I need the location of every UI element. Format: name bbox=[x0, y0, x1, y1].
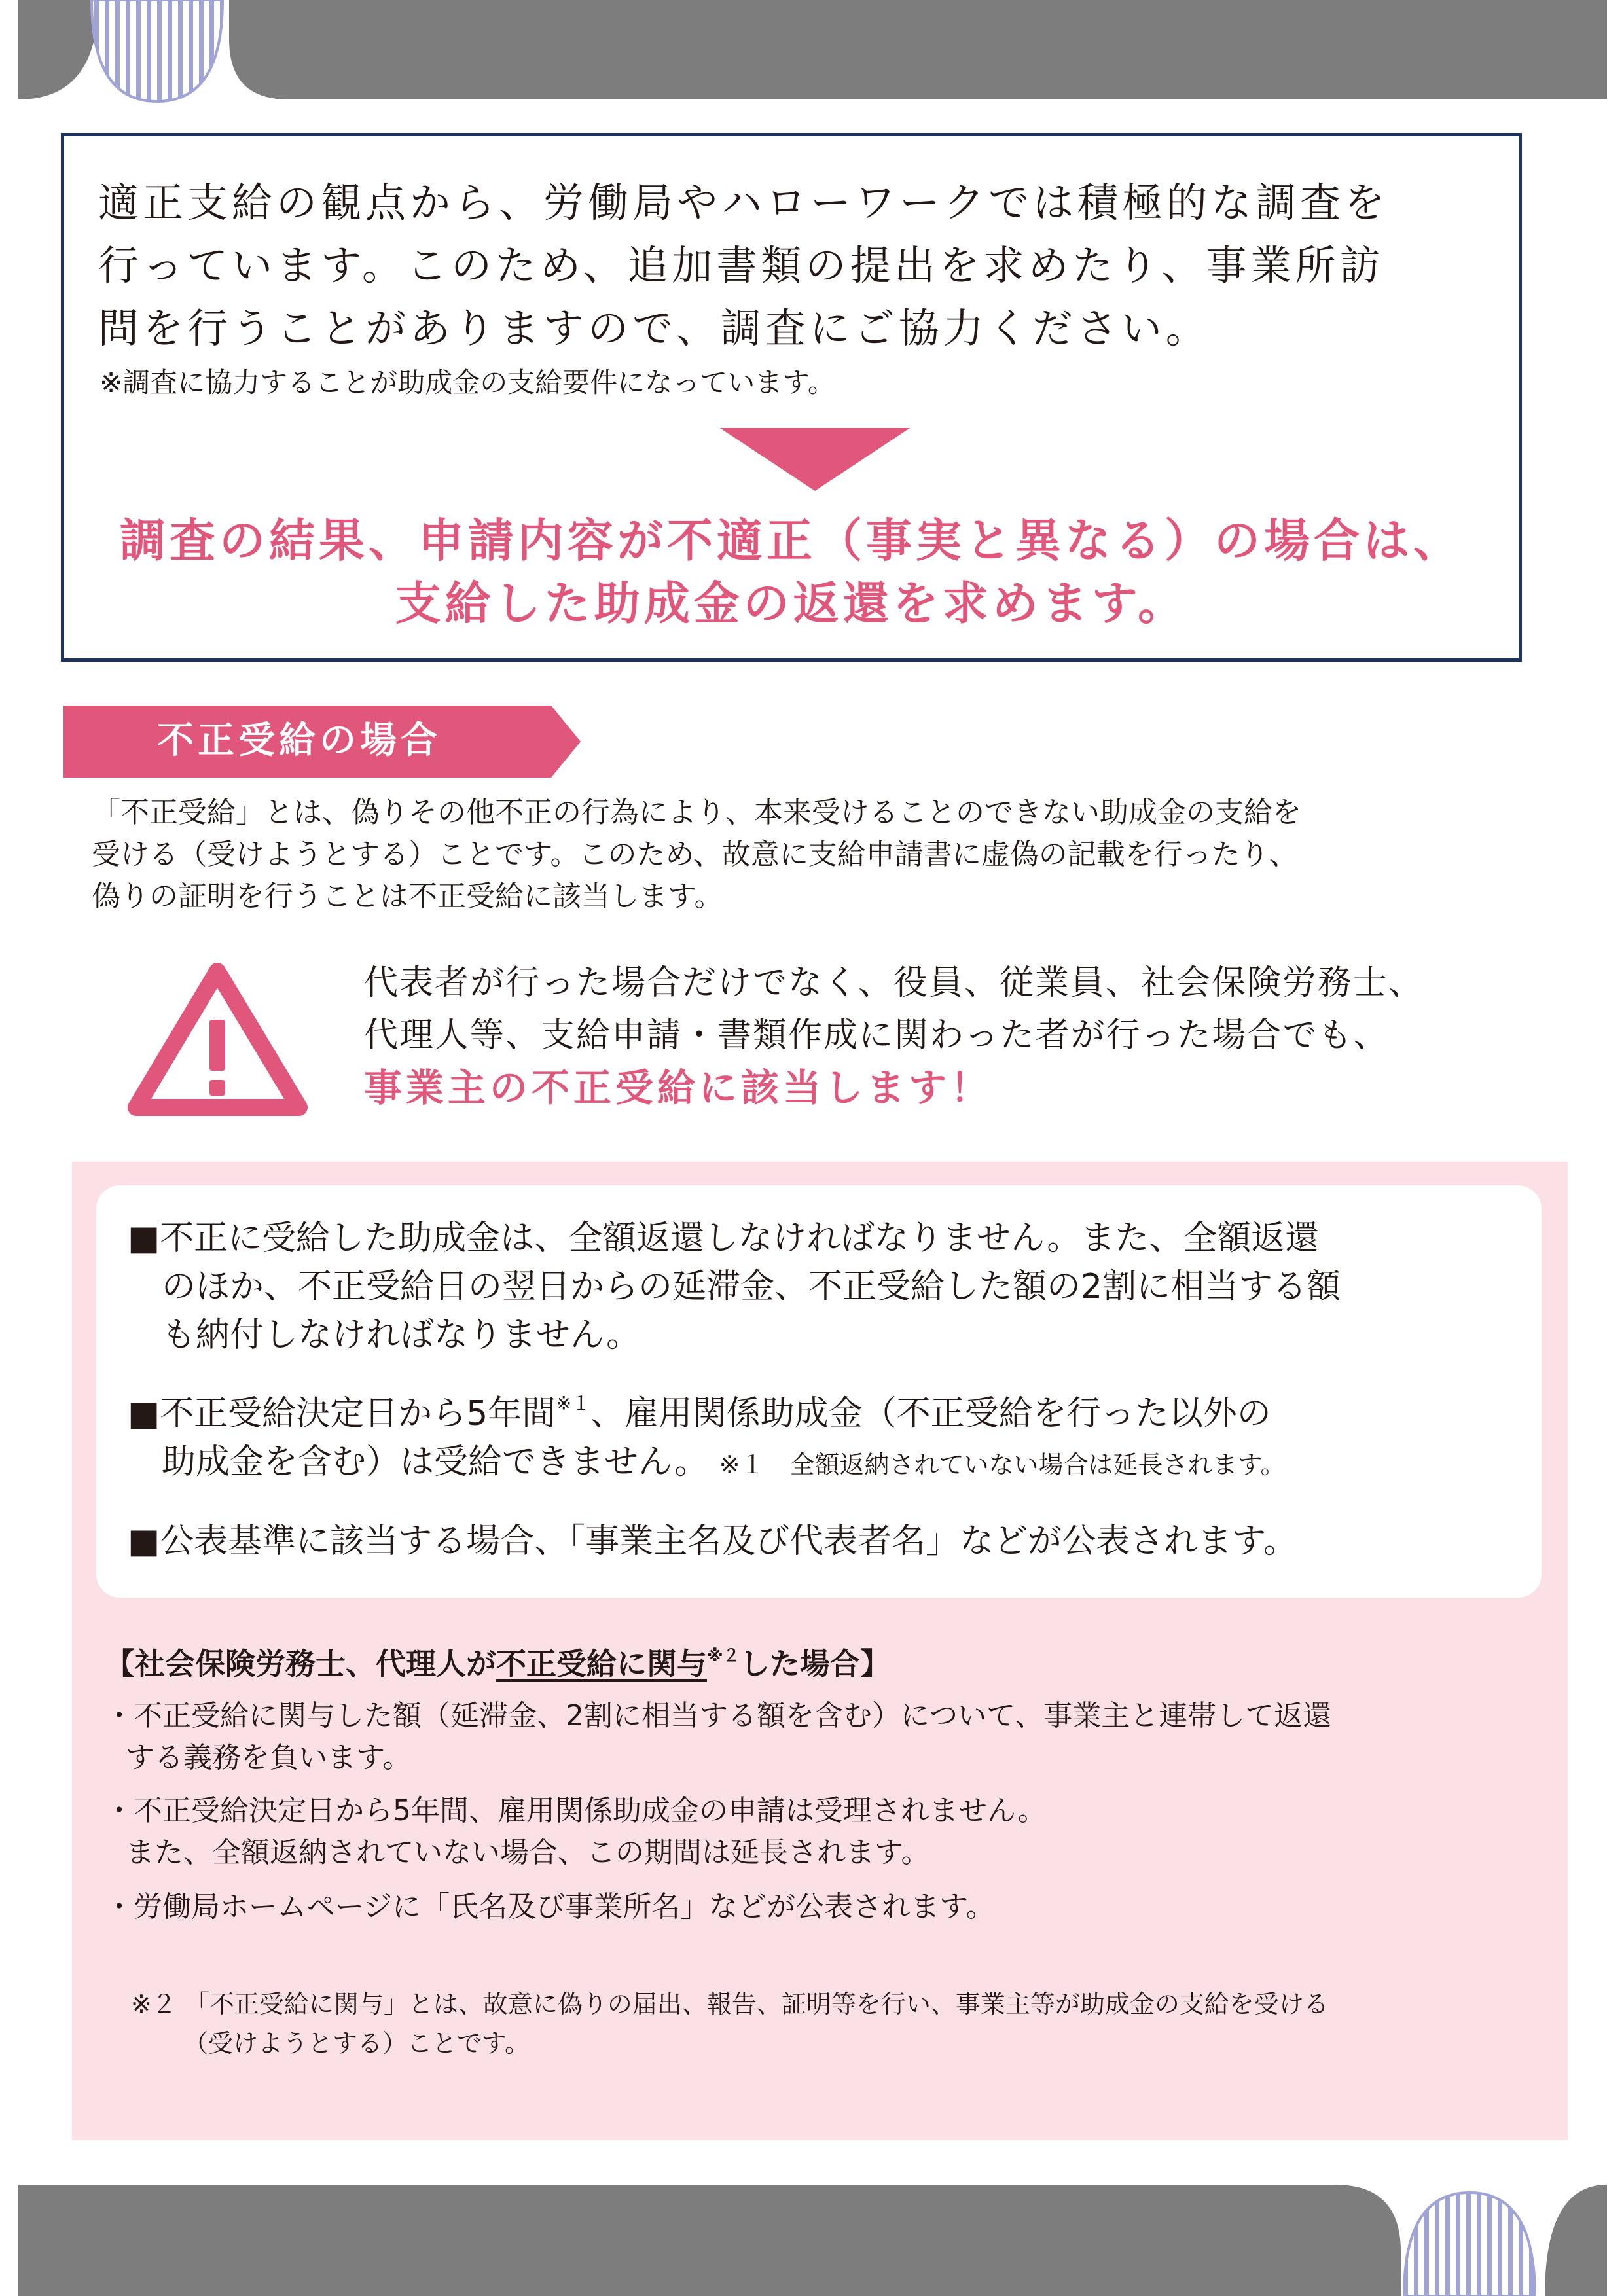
warning-line: 代理人等、支給申請・書類作成に関わった者が行った場合でも、 bbox=[364, 1016, 1389, 1055]
heading-underlined: 不正受給に関与 bbox=[496, 1646, 707, 1681]
warning-line: 代表者が行った場合だけでなく、役員、従業員、社会保険労務士、 bbox=[364, 963, 1424, 1003]
rule-text: 不正に受給した助成金は、全額返還しなければなりません。また、全額返還 bbox=[160, 1219, 1320, 1258]
striped-oval-decoration bbox=[92, 0, 223, 101]
bullet-square: ■ bbox=[128, 1522, 160, 1561]
bullet-dot: ・ bbox=[105, 1794, 134, 1827]
rule-text: 公表基準に該当する場合、「事業主名及び代表者名」などが公表されます。 bbox=[160, 1522, 1297, 1561]
agent-footnote bbox=[131, 1984, 1506, 2063]
bullet-square: ■ bbox=[128, 1219, 160, 1258]
footnote-mark: ※２ bbox=[707, 1645, 740, 1665]
result-line: 調査の結果、申請内容が不適正（事実と異なる）の場合は、 bbox=[120, 514, 1463, 567]
agent-heading bbox=[105, 1640, 890, 1683]
result-warning bbox=[61, 509, 1522, 635]
rule-text: のほか、不正受給日の翌日からの延滞金、不正受給した額の2割に相当する額 bbox=[162, 1267, 1341, 1306]
warning-message bbox=[364, 957, 1542, 1114]
header-decoration bbox=[0, 0, 1624, 105]
rule-item bbox=[128, 1390, 1535, 1489]
heading-part: した場合】 bbox=[739, 1646, 890, 1681]
rule-text: 助成金を含む）は受給できません。 bbox=[162, 1443, 709, 1482]
heading-part: 【社会保険労務士、代理人が bbox=[105, 1646, 496, 1681]
rule-item bbox=[128, 1214, 1535, 1359]
down-arrow-icon bbox=[720, 428, 910, 491]
notice-line: 問を行うことがありますので、調査にご協力ください。 bbox=[98, 304, 1210, 352]
notice-line: 行っています。このため、追加書類の提出を求めたり、事業所訪 bbox=[98, 242, 1384, 289]
notice-footnote: ※調査に協力することが助成金の支給要件になっています。 bbox=[99, 367, 835, 399]
striped-oval-decoration bbox=[1404, 2193, 1535, 2296]
agent-text: する義務を負います。 bbox=[126, 1741, 412, 1774]
agent-item bbox=[105, 1886, 1512, 1928]
rule-text: 不正受給決定日から5年間 bbox=[160, 1394, 556, 1433]
notice-paragraph bbox=[98, 171, 1506, 360]
bullet-dot: ・ bbox=[105, 1699, 134, 1732]
intro-line: 「不正受給」とは、偽りその他不正の行為により、本来受けることのできない助成金の支給を bbox=[92, 796, 1301, 829]
warning-triangle-icon bbox=[128, 962, 308, 1119]
section-heading: 不正受給の場合 bbox=[157, 719, 441, 762]
bullet-square: ■ bbox=[128, 1394, 160, 1433]
agent-item bbox=[105, 1695, 1512, 1779]
section-intro bbox=[92, 792, 1532, 918]
footnote-text: （受けようとする）ことです。 bbox=[183, 2029, 530, 2058]
intro-line: 偽りの証明を行うことは不正受給に該当します。 bbox=[92, 880, 723, 913]
agent-text: 不正受給決定日から5年間、雇用関係助成金の申請は受理されません。 bbox=[134, 1794, 1047, 1827]
result-line: 支給した助成金の返還を求めます。 bbox=[395, 577, 1188, 630]
rule-item bbox=[128, 1517, 1535, 1566]
footnote-text: ※２ 「不正受給に関与」とは、故意に偽りの届出、報告、証明等を行い、事業主等が助成金の支給を受ける bbox=[131, 1990, 1329, 2018]
footer-decoration bbox=[0, 2179, 1624, 2296]
warning-emphasis: 事業主の不正受給に該当します！ bbox=[364, 1066, 993, 1110]
agent-text: また、全額返納されていない場合、この期間は延長されます。 bbox=[126, 1836, 930, 1869]
rule-text: も納付しなければなりません。 bbox=[162, 1316, 641, 1355]
rule-text: 、雇用関係助成金（不正受給を行った以外の bbox=[590, 1394, 1271, 1433]
rule-footnote: ※１ 全額返納されていない場合は延長されます。 bbox=[719, 1450, 1286, 1479]
bullet-dot: ・ bbox=[105, 1890, 134, 1924]
agent-text: 労働局ホームページに「氏名及び事業所名」などが公表されます。 bbox=[134, 1890, 995, 1924]
intro-line: 受ける（受けようとする）ことです。このため、故意に支給申請書に虚偽の記載を行ったり、 bbox=[92, 838, 1298, 871]
footnote-mark: ※１ bbox=[556, 1392, 590, 1415]
agent-text: 不正受給に関与した額（延滞金、2割に相当する額を含む）について、事業主と連帯して返還 bbox=[134, 1699, 1332, 1732]
notice-line: 適正支給の観点から、労働局やハローワークでは積極的な調査を bbox=[98, 179, 1390, 226]
agent-item bbox=[105, 1790, 1512, 1874]
